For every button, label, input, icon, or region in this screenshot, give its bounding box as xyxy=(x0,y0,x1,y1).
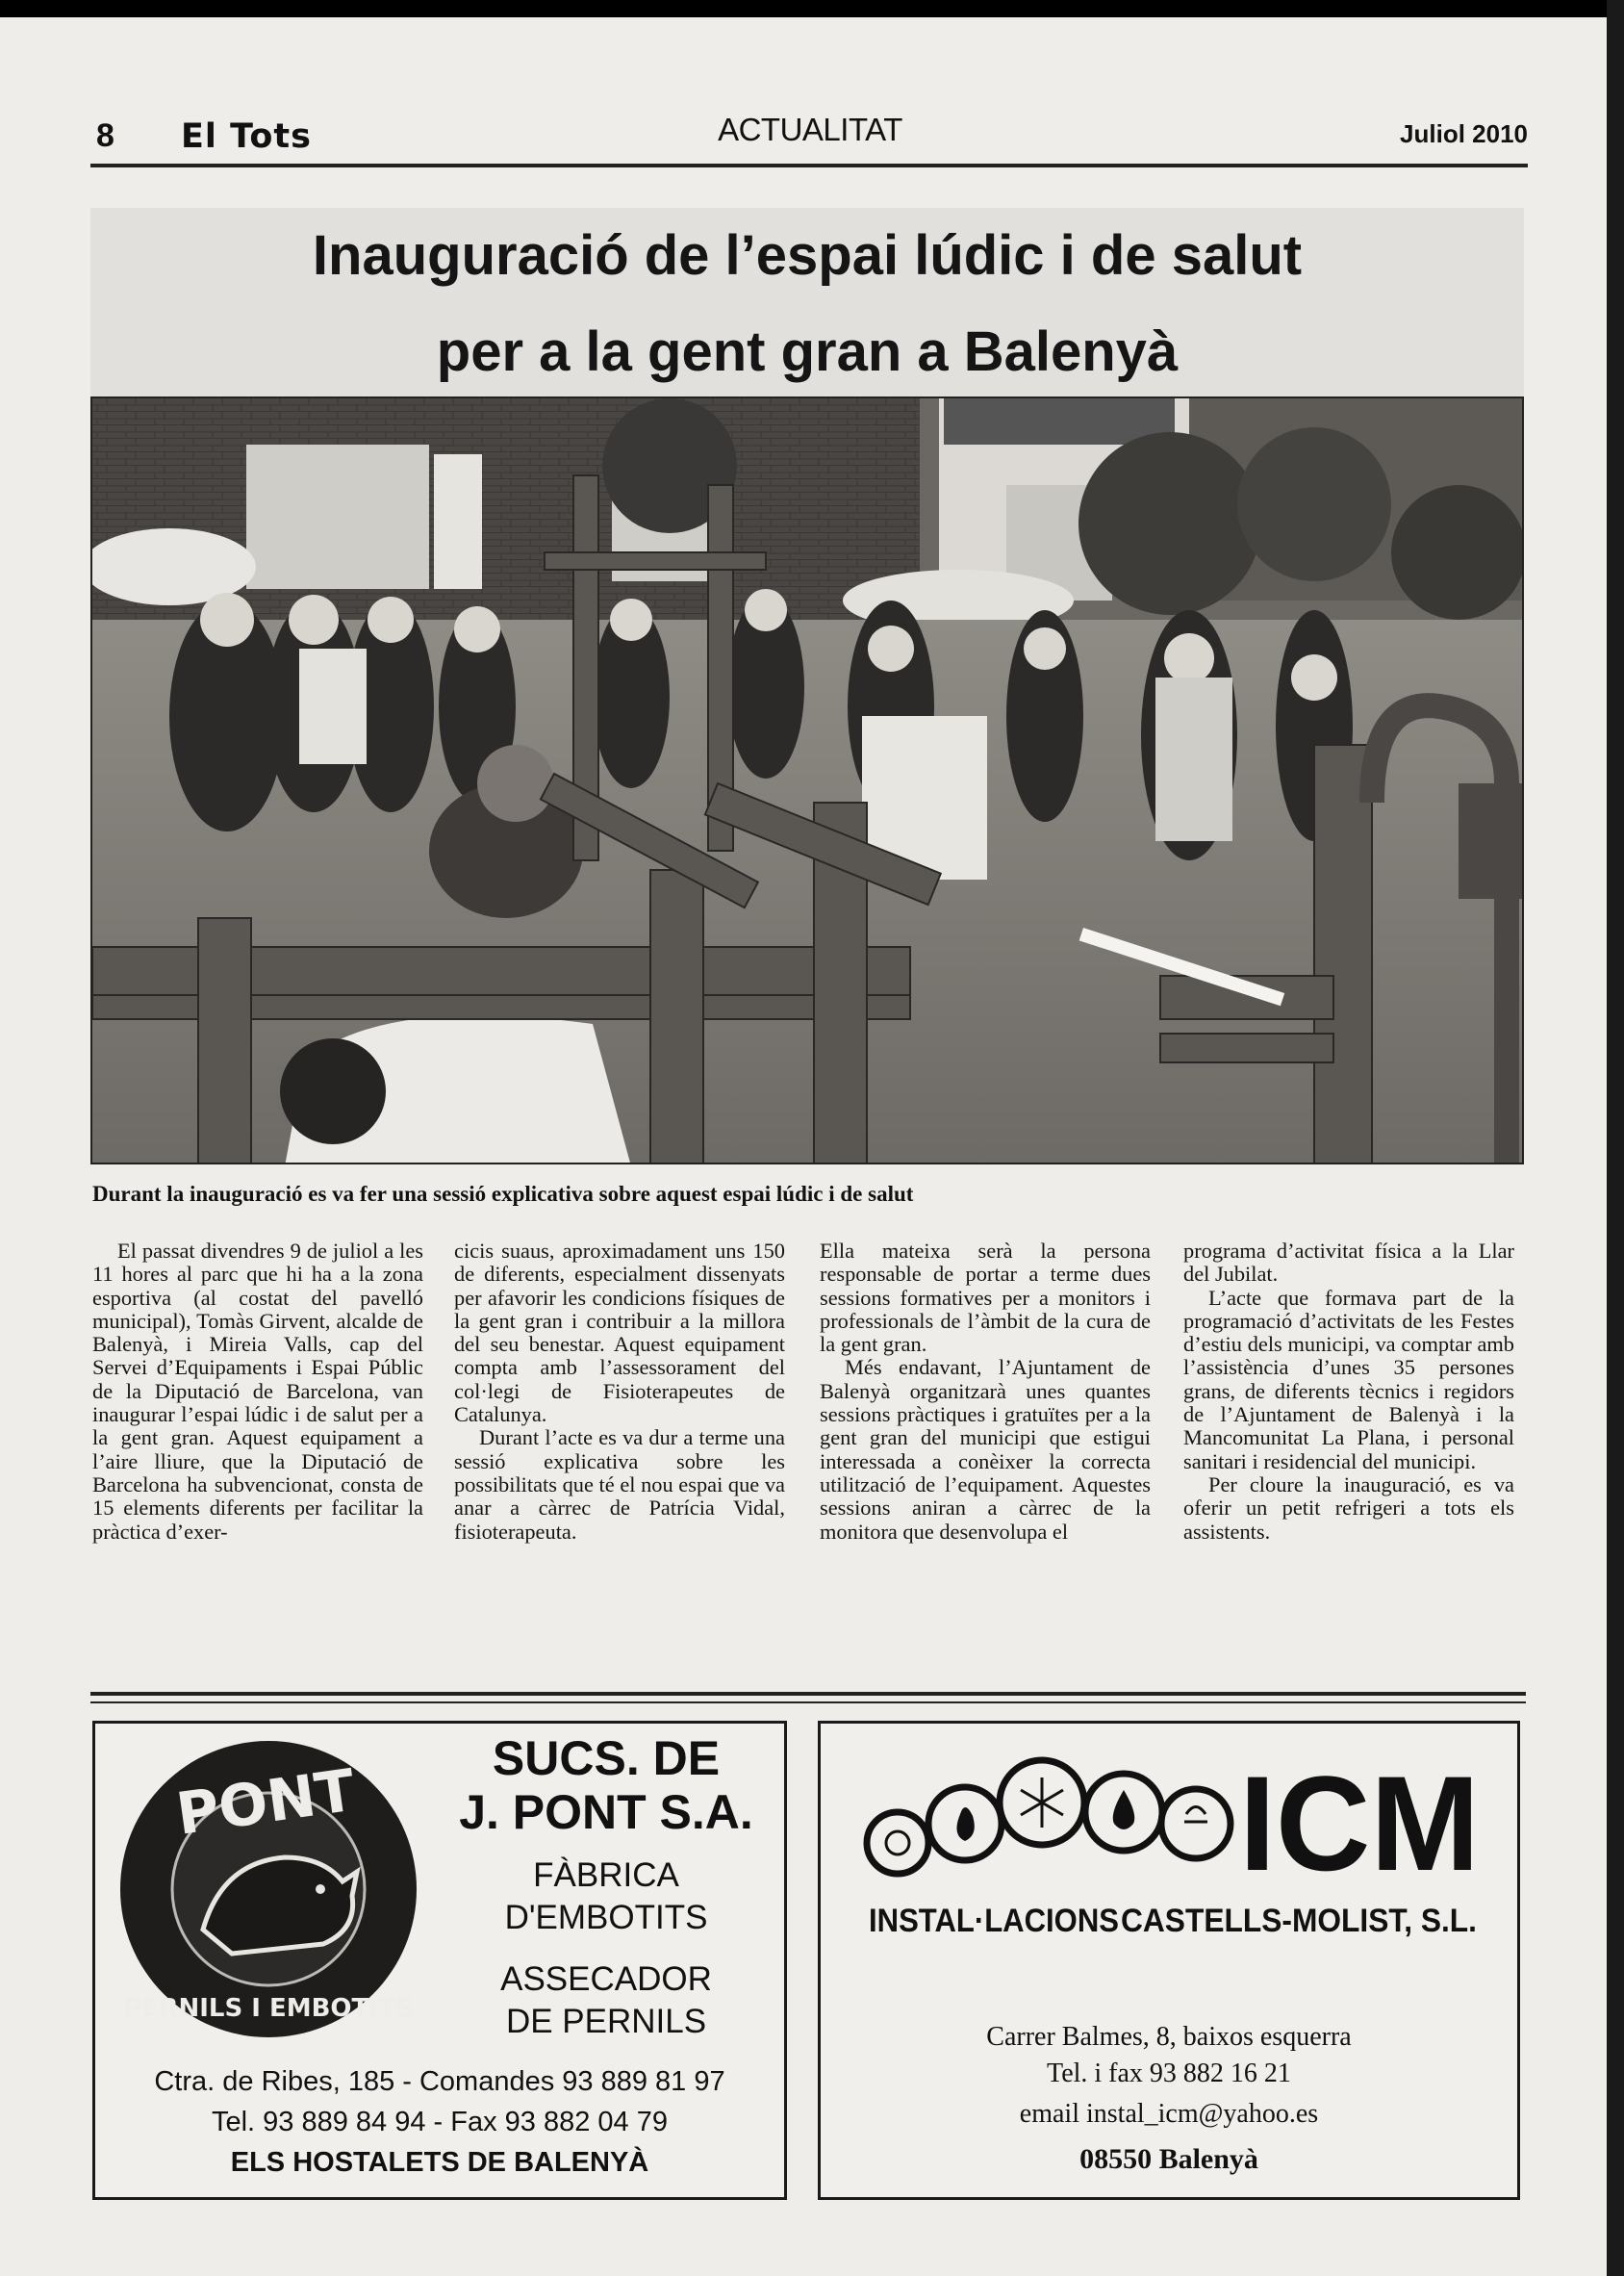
paragraph: Ella mateixa serà la persona responsable de portar a terme dues sessions formatives per a monitors i professionals de l’àmbit de la cura de la gent gran. xyxy=(820,1239,1151,1357)
publication-name: El Tots xyxy=(181,117,312,156)
article-column-2 xyxy=(454,1240,785,1544)
photo-illustration xyxy=(92,398,1524,1164)
scan-edge xyxy=(1607,0,1624,2276)
photo-caption: Durant la inauguració es va fer una sessió explicativa sobre aquest espai lúdic i de salut xyxy=(92,1182,914,1206)
issue-date: Juliol 2010 xyxy=(1400,119,1528,148)
pont-company-name xyxy=(447,1731,765,1839)
icm-town: 08550 Balenyà xyxy=(1079,2143,1258,2175)
advertisement-pont xyxy=(92,1721,787,2200)
header-rule xyxy=(90,164,1528,167)
article-column-1 xyxy=(92,1240,423,1544)
pont-logo-ring: PERNILS I EMBOTITS xyxy=(123,1994,414,2023)
pont-line-factory: FÀBRICA xyxy=(533,1856,679,1894)
icm-company-b: CASTELLS-MOLIST, S.L. xyxy=(1121,1903,1477,1939)
page-header xyxy=(92,110,1528,167)
icm-letters: ICM xyxy=(1239,1748,1480,1899)
headline-line-1: Inauguració de l’espai lúdic i de salut xyxy=(312,224,1303,287)
pont-logo-word: PONT xyxy=(172,1756,360,1849)
section-name: ACTUALITAT xyxy=(718,112,902,147)
paragraph: cicis suaus, aproximadament uns 150 de diferents, especialment dissenyats per afavorir les condicions físiques de la gent gran i contribuir a la millora del seu benestar. Aquest equipament compta amb l’assessorament del col·legi de Fisioterapeutes de Catalunya. xyxy=(454,1239,785,1427)
pont-town: ELS HOSTALETS DE BALENYÀ xyxy=(230,2147,649,2178)
icm-email: email instal_icm@yahoo.es xyxy=(1019,2099,1319,2129)
article-photo xyxy=(90,396,1524,1164)
pont-phones: Tel. 93 889 84 94 - Fax 93 882 04 79 xyxy=(211,2107,668,2137)
paragraph: programa d’activitat física a la Llar del Jubilat. xyxy=(1183,1239,1514,1287)
headline-line-2: per a la gent gran a Balenyà xyxy=(436,320,1179,383)
paragraph: Durant l’acte es va dur a terme una sessió explicativa sobre les possibilitats que té el nou espai que va anar a càrrec de Patrícia Vidal, fisioterapeuta. xyxy=(454,1425,785,1544)
paragraph: Més endavant, l’Ajuntament de Balenyà organitzarà unes quantes sessions pràctiques i gratuïtes per a la gent gran del municipi que estigui interessada a conèixer la correcta utilització de l’equipament. Aquestes sessions aniran a càrrec de la monitora que desenvolupa el xyxy=(820,1355,1151,1544)
pont-name-line-1: SUCS. DE xyxy=(492,1731,721,1785)
section-divider-thin xyxy=(90,1701,1526,1703)
page-number: 8 xyxy=(96,117,114,154)
icm-company-a: INSTAL·LACIONS xyxy=(869,1903,1119,1939)
paragraph: El passat divendres 9 de juliol a les 11 hores al parc que hi ha a la zona esportiva (al costat del pavelló municipal), Tomàs Girvent, alcalde de Balenyà, i Mireia Valls, cap del Servei d’Equipaments i Espai Públic de la Diputació de Barcelona, van inaugurar l’espai lúdic i de salut per a la gent gran. Aquest equipament a l’aire lliure, que la Diputació de Barcelona ha subvencionat, consta de 15 elements diferents per facilitar la pràctica d’exer- xyxy=(92,1239,423,1544)
article-column-3 xyxy=(820,1240,1151,1544)
advertisement-icm xyxy=(818,1721,1520,2200)
icm-address: Carrer Balmes, 8, baixos esquerra xyxy=(986,2022,1352,2052)
paragraph: L’acte que formava part de la programació d’activitats de les Festes d’estiu dels municipi, va comptar amb l’assistència d’unes 35 persones grans, de diferents tècnics i regidors de l’Ajuntament de Balenyà i la Mancomunitat La Plana, i personal sanitari i residencial del municipi. xyxy=(1183,1285,1514,1473)
pont-address: Ctra. de Ribes, 185 - Comandes 93 889 81 97 xyxy=(154,2066,725,2097)
icm-phone: Tel. i fax 93 882 16 21 xyxy=(1047,2059,1291,2088)
pont-line-sausages: D'EMBOTITS xyxy=(504,1899,708,1936)
headline-box xyxy=(90,208,1524,396)
pont-line-dryer: ASSECADOR xyxy=(500,1960,712,1998)
pont-logo xyxy=(116,1737,420,2041)
newspaper-page xyxy=(0,17,1607,2276)
paragraph: Per cloure la inauguració, es va oferir un petit refrigeri a tots els assistents. xyxy=(1183,1471,1514,1544)
pont-name-line-2: J. PONT S.A. xyxy=(459,1785,753,1839)
section-divider xyxy=(90,1692,1526,1696)
article-column-4 xyxy=(1183,1240,1514,1544)
icm-logo xyxy=(859,1747,1484,1939)
pont-line-hams: DE PERNILS xyxy=(505,2003,707,2040)
